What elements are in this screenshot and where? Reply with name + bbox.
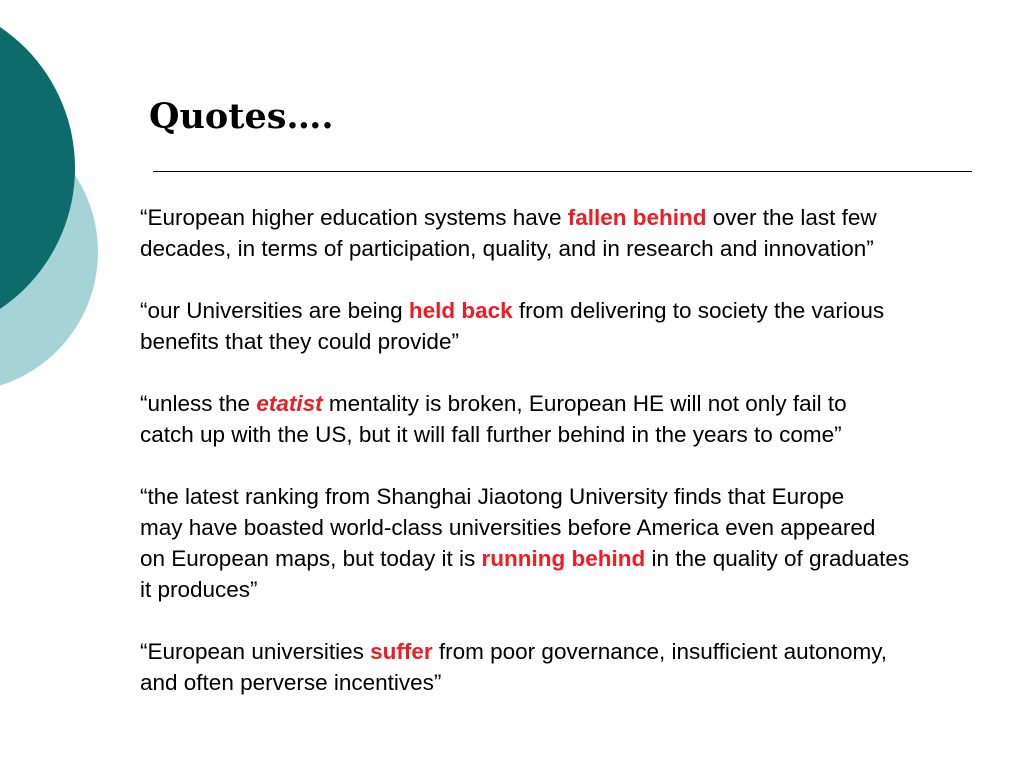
- quote-text: in the quality of graduates: [645, 546, 910, 571]
- highlighted-phrase: etatist: [256, 391, 323, 416]
- quote-text: “European higher education systems have: [140, 205, 568, 230]
- slide-title: Quotes….: [149, 96, 334, 137]
- quote-text: catch up with the US, but it will fall further behind in the years to come”: [140, 422, 842, 447]
- quote-text: “the latest ranking from Shanghai Jiaotong University finds that Europe: [140, 484, 845, 509]
- quote-text: it produces”: [140, 577, 258, 602]
- quote-running-behind: [140, 481, 1020, 605]
- quotes-list: [140, 202, 1020, 729]
- quote-text: “European universities: [140, 639, 371, 664]
- quote-text: from poor governance, insufficient autonomy,: [432, 639, 888, 664]
- title-divider: [153, 171, 972, 172]
- quote-text: may have boasted world-class universities before America even appeared: [140, 515, 876, 540]
- quote-text: over the last few: [706, 205, 877, 230]
- quote-held-back: [140, 295, 1020, 357]
- quote-suffer: [140, 636, 1020, 698]
- highlighted-phrase: fallen behind: [567, 205, 707, 230]
- quote-text: from delivering to society the various: [512, 298, 885, 323]
- quote-text: decades, in terms of participation, quality, and in research and innovation”: [140, 236, 874, 261]
- quote-fallen-behind: [140, 202, 1020, 264]
- quote-text: on European maps, but today it is: [140, 546, 482, 571]
- quote-text: and often perverse incentives”: [140, 670, 442, 695]
- quote-text: mentality is broken, European HE will not only fail to: [322, 391, 847, 416]
- quote-text: “unless the: [140, 391, 257, 416]
- highlighted-phrase: running behind: [481, 546, 646, 571]
- quote-text: “our Universities are being: [140, 298, 409, 323]
- quote-text: benefits that they could provide”: [140, 329, 459, 354]
- quote-etatist: [140, 388, 1020, 450]
- decorative-circles: [0, 0, 120, 420]
- highlighted-phrase: suffer: [370, 639, 433, 664]
- highlighted-phrase: held back: [408, 298, 513, 323]
